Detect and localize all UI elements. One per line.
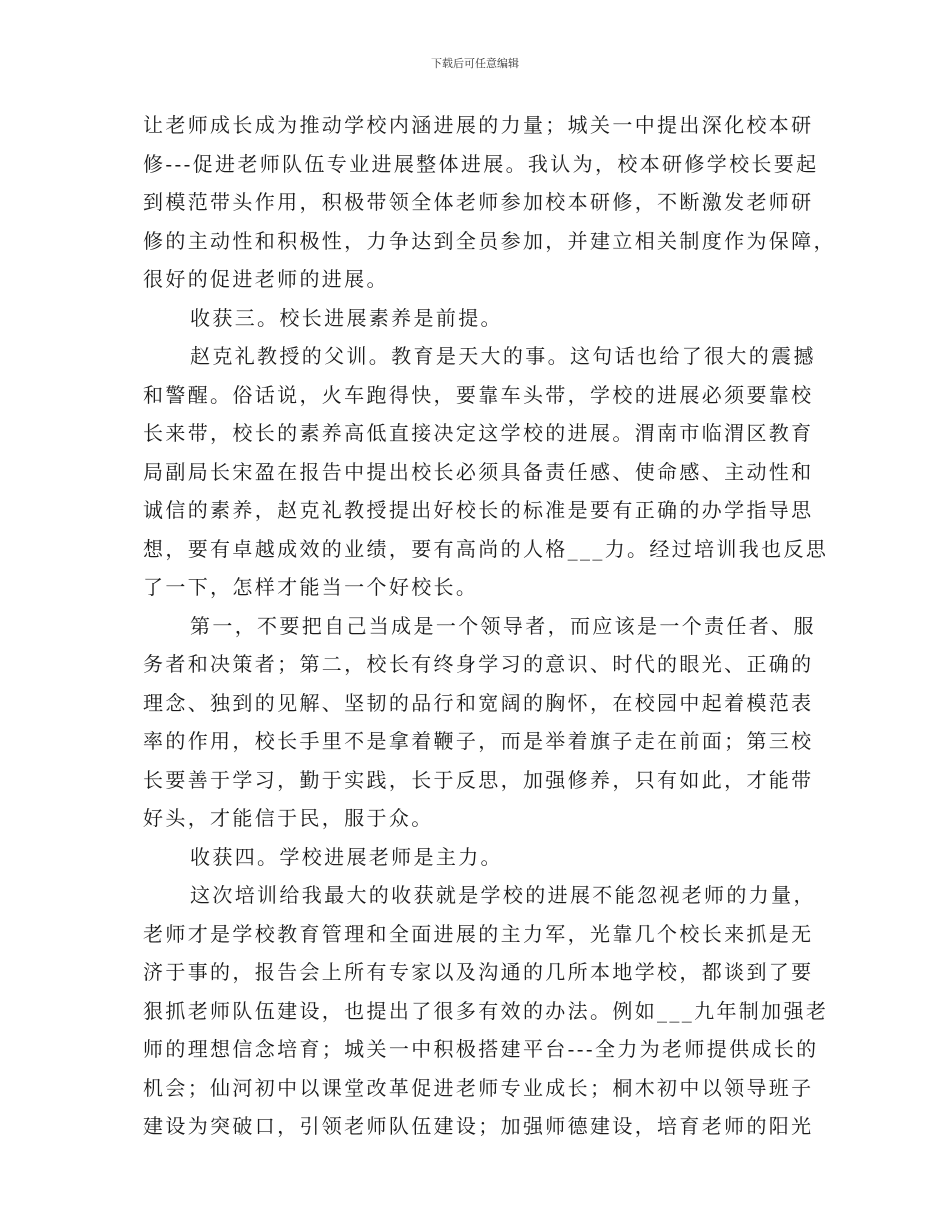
text-line: 让老师成长成为推动学校内涵进展的力量；城关一中提出深化校本研: [143, 113, 814, 137]
text-line: 诚信的素养，赵克礼教授提出好校长的标准是要有正确的办学指导思: [143, 498, 814, 522]
text-line: 师的理想信念培育；城关一中积极搭建平台---全力为老师提供成长的: [143, 1037, 819, 1061]
text-line: 了一下，怎样才能当一个好校长。: [143, 575, 479, 599]
document-body: [143, 106, 836, 1146]
text-line: 想，要有卓越成效的业绩，要有高尚的人格___力。经过培训我也反思: [143, 536, 829, 561]
text-line: 长来带，校长的素养高低直接决定这学校的进展。渭南市临渭区教育: [143, 421, 814, 445]
page-header: 下载后可任意编辑: [431, 57, 519, 70]
text-line: 这次培训给我最大的收获就是学校的进展不能忽视老师的力量，: [190, 883, 816, 907]
text-line: 机会；仙河初中以课堂改革促进老师专业成长；桐木初中以领导班子: [143, 1075, 814, 1100]
text-line: 率的作用，校长手里不是拿着鞭子，而是举着旗子走在前面；第三校: [143, 729, 814, 753]
text-line: 老师才是学校教育管理和全面进展的主力军，光靠几个校长来抓是无: [143, 921, 814, 946]
text-line: 建设为突破口，引领老师队伍建设；加强师德建设，培育老师的阳光: [143, 1114, 814, 1138]
text-line: 修的主动性和积极性，力争达到全员参加，并建立相关制度作为保障，: [143, 228, 836, 253]
text-line: 好头，才能信于民，服于众。: [143, 806, 434, 830]
text-line: 收获四。学校进展老师是主力。: [190, 844, 503, 869]
text-line: 理念、独到的见解、坚韧的品行和宽阔的胸怀，在校园中起着模范表: [143, 690, 814, 715]
text-line: 第一，不要把自己当成是一个领导者，而应该是一个责任者、服: [190, 613, 816, 638]
text-line: 局副局长宋盈在报告中提出校长必须具备责任感、使命感、主动性和: [143, 459, 814, 484]
text-line: 到模范带头作用，积极带领全体老师参加校本研修，不断激发老师研: [143, 190, 814, 214]
text-line: 收获三。校长进展素养是前提。: [190, 305, 503, 330]
text-line: 济于事的，报告会上所有专家以及沟通的几所本地学校，都谈到了要: [143, 960, 814, 984]
text-line: 务者和决策者；第二，校长有终身学习的意识、时代的眼光、正确的: [143, 652, 814, 676]
text-line: 很好的促进老师的进展。: [143, 267, 389, 291]
text-line: 长要善于学习，勤于实践，长于反思，加强修养，只有如此，才能带: [143, 767, 814, 792]
text-line: 狠抓老师队伍建设，也提出了很多有效的办法。例如___九年制加强老: [143, 998, 829, 1023]
text-line: 赵克礼教授的父训。教育是天大的事。这句话也给了很大的震撼: [190, 344, 816, 368]
text-line: 和警醒。俗话说，火车跑得快，要靠车头带，学校的进展必须要靠校: [143, 382, 814, 407]
text-line: 修---促进老师队伍专业进展整体进展。我认为，校本研修学校长要起: [143, 151, 819, 176]
